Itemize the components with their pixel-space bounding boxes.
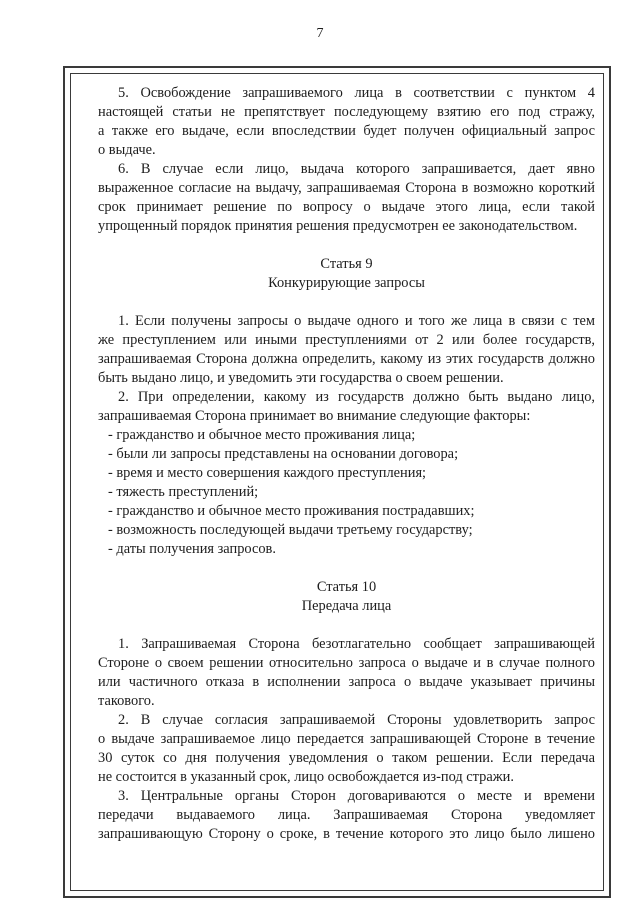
text-line: не состоится в указанный срок, лицо освобождается из-под стражи. bbox=[98, 769, 514, 785]
list-item: - были ли запросы представлены на основании договора; bbox=[108, 446, 459, 462]
paragraph-6 bbox=[98, 160, 595, 236]
text-line: Стороне о своем решении относительно запроса о выдаче и в случае полного bbox=[98, 655, 595, 671]
text-line: 6. В случае если лицо, выдача которого запрашивается, дает явно bbox=[118, 161, 595, 177]
list-item: - гражданство и обычное место проживания лица; bbox=[108, 427, 416, 443]
factors-list bbox=[98, 426, 595, 559]
article-10-paragraph-3 bbox=[98, 787, 595, 844]
list-item: - даты получения запросов. bbox=[108, 541, 276, 557]
text-line: 1. Если получены запросы о выдаче одного и того же лица в связи с тем bbox=[118, 313, 595, 329]
article-9-paragraph-1 bbox=[98, 312, 595, 388]
text-line: о выдаче запрашиваемое лицо передается запрашивающей Стороне в течение bbox=[98, 731, 595, 747]
article-9-number: Статья 9 bbox=[320, 256, 373, 272]
text-line: 3. Центральные органы Сторон договариваются о месте и времени bbox=[118, 788, 595, 804]
text-line: или частичного отказа в исполнении запроса о выдаче указывает причины bbox=[98, 674, 595, 690]
text-line: 5. Освобождение запрашиваемого лица в соответствии с пунктом 4 bbox=[118, 85, 595, 101]
article-10-title: Передача лица bbox=[301, 598, 392, 614]
paragraph-5 bbox=[98, 84, 595, 160]
list-item: - время и место совершения каждого преступления; bbox=[108, 465, 427, 481]
text-line: настоящей статьи не препятствует последующему взятию его под стражу, bbox=[98, 104, 595, 120]
article-9-title: Конкурирующие запросы bbox=[268, 275, 425, 291]
text-line: 30 суток со дня получения уведомления о таком решении. Если передача bbox=[98, 750, 595, 766]
text-line: передачи выдаваемого лица. Запрашиваемая Сторона уведомляет bbox=[98, 807, 595, 823]
text-line: такового. bbox=[98, 693, 155, 709]
text-line: выраженное согласие на выдачу, запрашиваемая Сторона в возможно короткий bbox=[98, 180, 595, 196]
text-line: быть выдано лицо, и уведомить эти государства о своем решении. bbox=[98, 370, 504, 386]
document-body bbox=[98, 84, 595, 844]
text-line: упрощенный порядок принятия решения предусмотрен ее законодательством. bbox=[98, 218, 578, 234]
text-line: запрашиваемая Сторона принимает во внимание следующие факторы: bbox=[98, 408, 531, 424]
list-item: - тяжесть преступлений; bbox=[108, 484, 259, 500]
list-item: - гражданство и обычное место проживания пострадавших; bbox=[108, 503, 475, 519]
article-10-number: Статья 10 bbox=[316, 579, 377, 595]
text-line: 2. В случае согласия запрашиваемой Стороны удовлетворить запрос bbox=[118, 712, 595, 728]
article-10-paragraph-1 bbox=[98, 635, 595, 711]
text-line: запрашиваемая Сторона должна определить, какому из этих государств должно bbox=[98, 351, 595, 367]
text-line: же преступлением или иными преступлениями от 2 или более государств, bbox=[98, 332, 595, 348]
list-item: - возможность последующей выдачи третьему государству; bbox=[108, 522, 473, 538]
text-line: о выдаче. bbox=[98, 142, 156, 158]
text-line: срок принимает решение по вопросу о выдаче этого лица, если такой bbox=[98, 199, 595, 215]
text-line: 1. Запрашиваемая Сторона безотлагательно сообщает запрашивающей bbox=[118, 636, 595, 652]
text-line: запрашивающую Сторону о сроке, в течение которого это лицо было лишено bbox=[98, 826, 595, 842]
text-line: а также его выдаче, если впоследствии будет получен официальный запрос bbox=[98, 123, 595, 139]
article-10-paragraph-2 bbox=[98, 711, 595, 787]
article-9-paragraph-2 bbox=[98, 388, 595, 426]
page-number: 7 bbox=[316, 26, 324, 41]
text-line: 2. При определении, какому из государств должно быть выдано лицо, bbox=[118, 389, 595, 405]
